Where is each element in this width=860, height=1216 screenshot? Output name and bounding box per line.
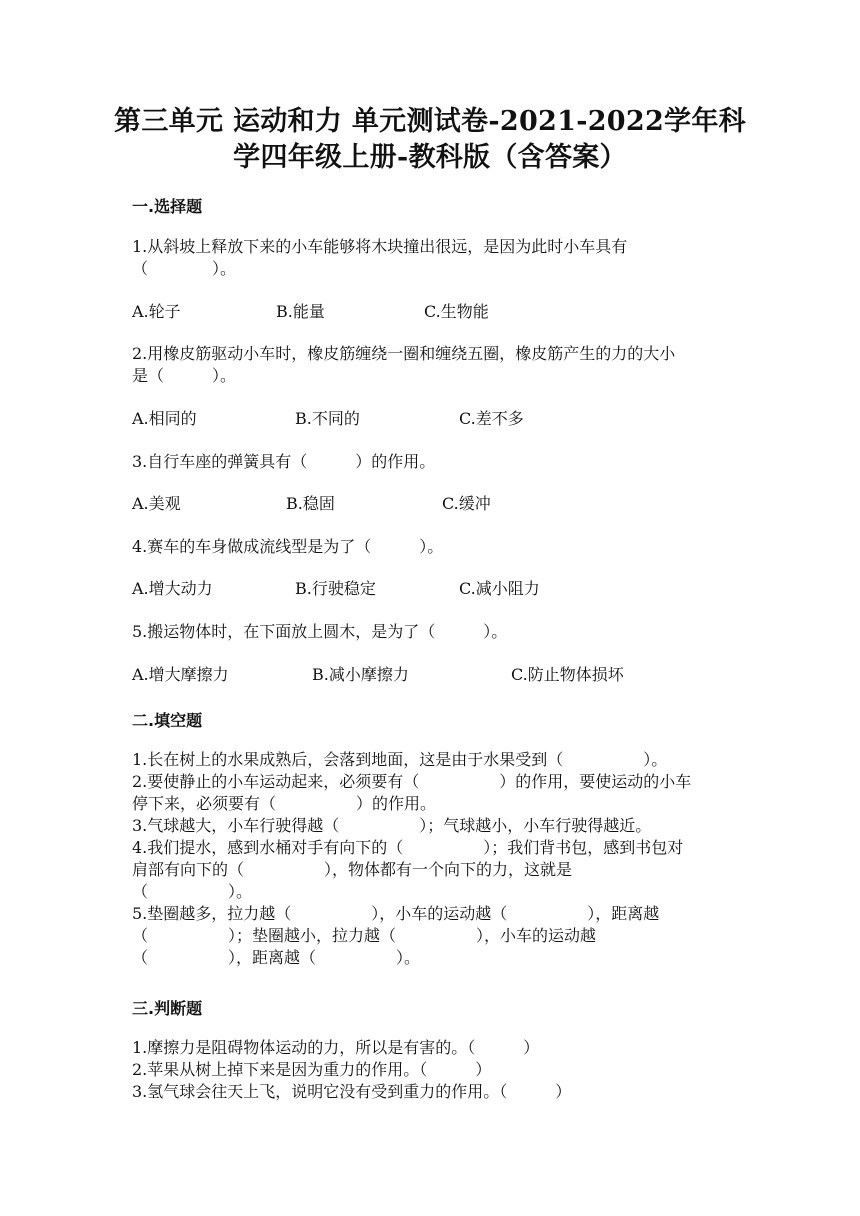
- section-heading-true-false: 三.判断题: [132, 999, 203, 1018]
- text-line: 3.氢气球会往天上飞，说明它没有受到重力的作用。（ ）: [132, 1082, 572, 1101]
- option-b: B.稳固: [286, 494, 335, 513]
- question-5: [132, 621, 742, 643]
- text-line: 5.垫圈越多，拉力越（ ），小车的运动越（ ），距离越: [132, 904, 660, 923]
- option-a: A.增大摩擦力: [132, 665, 229, 684]
- fill-in-questions: [132, 749, 742, 969]
- true-false-questions: [132, 1037, 742, 1103]
- option-c: C.生物能: [424, 302, 489, 321]
- text-line: 4.我们提水，感到水桶对手有向下的（ ）；我们背书包，感到书包对: [132, 838, 684, 857]
- option-a: A.美观: [132, 494, 181, 513]
- text-line: 2.要使静止的小车运动起来，必须要有（ ）的作用，要使运动的小车: [132, 772, 692, 791]
- option-c: C.防止物体损坏: [511, 665, 624, 684]
- question-text: 4.赛车的车身做成流线型是为了（ ）。: [132, 537, 444, 556]
- option-a: A.增大动力: [132, 579, 213, 598]
- option-b: B.减小摩擦力: [312, 665, 409, 684]
- text-line: （ ）。: [132, 882, 253, 901]
- option-a: A.相同的: [132, 409, 197, 428]
- question-1: [132, 236, 742, 280]
- question-text: 3.自行车座的弹簧具有（ ）的作用。: [132, 452, 436, 471]
- question-4: [132, 536, 742, 558]
- question-text: （ ）。: [132, 259, 237, 278]
- question-text: 是（ ）。: [132, 366, 237, 385]
- option-c: C.差不多: [459, 409, 524, 428]
- text-line: （ ）；垫圈越小，拉力越（ ），小车的运动越: [132, 926, 597, 945]
- title-line-1: 第三单元 运动和力 单元测试卷-2021-2022学年科: [114, 106, 746, 137]
- text-line: 停下来，必须要有（ ）的作用。: [132, 794, 437, 813]
- option-b: B.能量: [276, 302, 325, 321]
- text-line: 2.苹果从树上掉下来是因为重力的作用。（ ）: [132, 1060, 492, 1079]
- text-line: （ ），距离越（ ）。: [132, 948, 421, 967]
- section-heading-fill-in: 二.填空题: [132, 711, 203, 730]
- option-b: B.不同的: [295, 409, 360, 428]
- option-b: B.行驶稳定: [295, 579, 376, 598]
- option-c: C.缓冲: [442, 494, 491, 513]
- text-line: 1.长在树上的水果成熟后，会落到地面，这是由于水果受到（ ）。: [132, 750, 668, 769]
- text-line: 肩部有向下的（ ），物体都有一个向下的力，这就是: [132, 860, 573, 879]
- title-line-2: 学四年级上册-教科版（含答案）: [233, 142, 627, 173]
- text-line: 3.气球越大，小车行驶得越（ ）；气球越小，小车行驶得越近。: [132, 816, 652, 835]
- question-3: [132, 451, 742, 473]
- section-heading-choice: 一.选择题: [132, 197, 203, 216]
- question-text: 2.用橡皮筋驱动小车时，橡皮筋缠绕一圈和缠绕五圈，橡皮筋产生的力的大小: [132, 344, 676, 363]
- document-title: [110, 104, 750, 176]
- text-line: 1.摩擦力是阻碍物体运动的力，所以是有害的。（ ）: [132, 1038, 540, 1057]
- question-text: 1.从斜坡上释放下来的小车能够将木块撞出很远，是因为此时小车具有: [132, 237, 628, 256]
- question-2: [132, 343, 742, 387]
- question-text: 5.搬运物体时，在下面放上圆木，是为了（ ）。: [132, 622, 508, 641]
- option-a: A.轮子: [132, 302, 181, 321]
- option-c: C.减小阻力: [459, 579, 540, 598]
